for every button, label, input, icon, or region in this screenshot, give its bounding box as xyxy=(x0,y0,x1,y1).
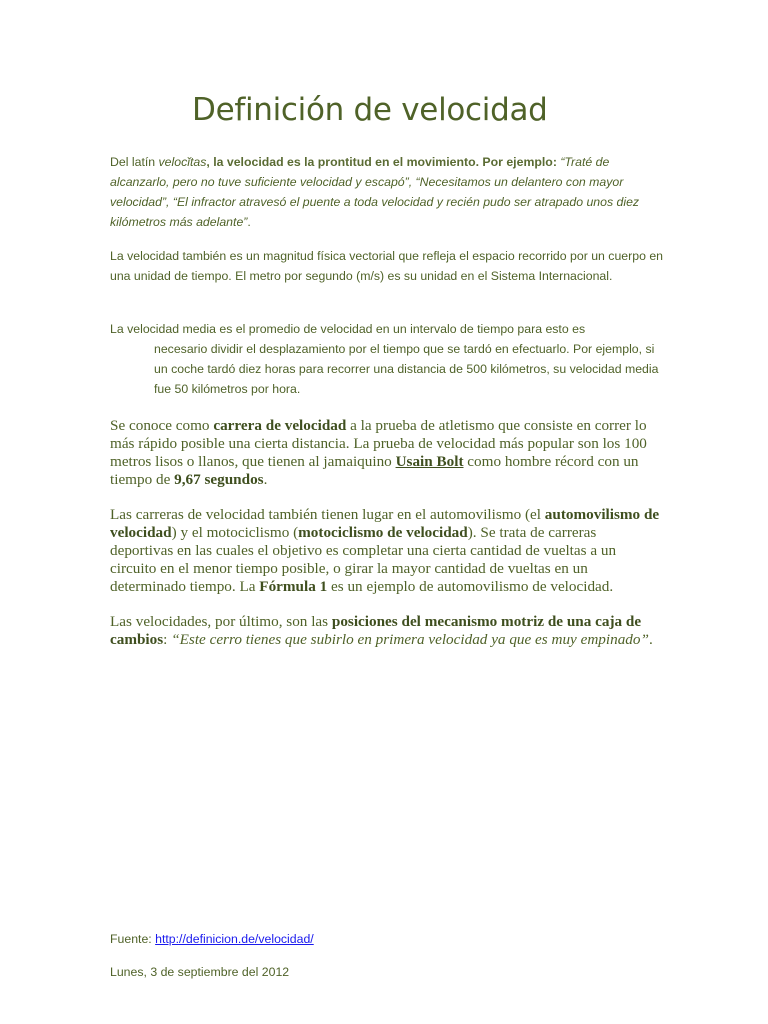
source-link[interactable]: http://definicion.de/velocidad/ xyxy=(155,932,314,946)
paragraph-magnitude: La velocidad también es un magnitud física vectorial que refleja el espacio recorrido por un cuerpo en una unidad de tiempo. El metro por segundo (m/s) es su unidad en el Sistema Internacional. xyxy=(110,249,663,283)
date-line: Lunes, 3 de septiembre del 2012 xyxy=(110,965,290,979)
source-line: Fuente: http://definicion.de/velocidad/ xyxy=(110,932,314,946)
paragraph-gearbox: Las velocidades, por último, son las posiciones del mecanismo motriz de una caja de cambios: “Este cerro tienes que subirlo en primera velocidad ya que es muy empinado”. xyxy=(110,613,653,648)
page-title: Definición de velocidad xyxy=(192,92,548,128)
paragraph-speed-race: Se conoce como carrera de velocidad a la prueba de atletismo que consiste en correr lo más rápido posible una cierta distancia. La prueba de velocidad más popular son los 100 metros lisos o llanos, que tienen al jamaiquino Usain Bolt como hombre récord con un tiempo de 9,67 segundos. xyxy=(110,417,647,488)
usain-bolt-link[interactable]: Usain Bolt xyxy=(395,453,464,470)
paragraph-average-speed: La velocidad media es el promedio de velocidad en un intervalo de tiempo para esto es necesario dividir el desplazamiento por el tiempo que se tardó en efectuarlo. Por ejemplo, si un coche tardó diez horas para recorrer una distancia de 500 kilómetros, su velocidad media fue 50 kilómetros por hora. xyxy=(110,322,659,396)
paragraph-motorsport: Las carreras de velocidad también tienen lugar en el automovilismo (el automovilismo de velocidad) y el motociclismo (motociclismo de velocidad). Se trata de carreras deportivas en las cuales el objetivo es completar una cierta cantidad de vueltas a un circuito en el menor tiempo posible, o girar la mayor cantidad de vueltas en un determinado tiempo. La Fórmula 1 es un ejemplo de automovilismo de velocidad. xyxy=(110,506,660,595)
paragraph-intro: Del latín velocĭtas, la velocidad es la prontitud en el movimiento. Por ejemplo: “Traté de alcanzarlo, pero no tuve suficiente velocidad y escapó”, “Necesitamos un delantero con mayor velocidad”, “El infractor atravesó el puente a toda velocidad y recién pudo ser atrapado unos diez kilómetros más adelante”. xyxy=(110,155,640,229)
